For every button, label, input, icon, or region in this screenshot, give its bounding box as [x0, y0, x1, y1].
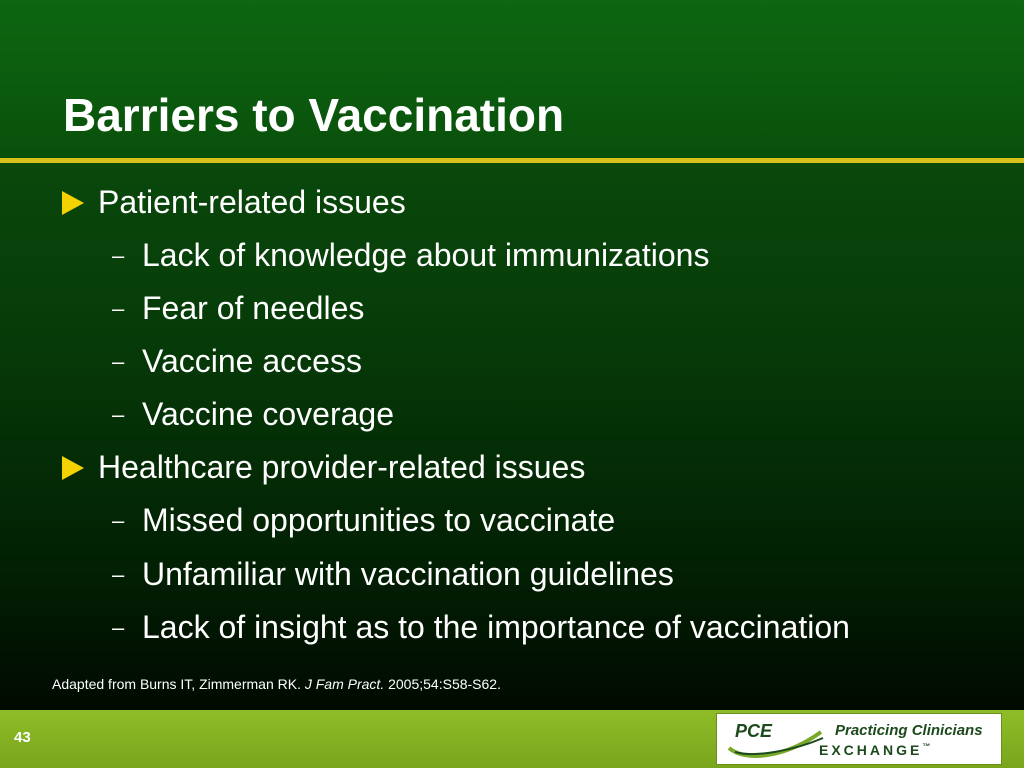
slide-title: Barriers to Vaccination	[63, 89, 565, 141]
sub-bullet-item	[112, 288, 364, 331]
logo-subtitle-text: EXCHANGE	[819, 742, 923, 758]
bullet-item	[62, 447, 585, 487]
sub-bullet-item	[112, 235, 709, 278]
citation	[52, 676, 501, 692]
bullet-text: Patient-related issues	[98, 184, 406, 220]
sub-bullet-item	[112, 554, 674, 597]
dash-bullet-icon: –	[112, 401, 125, 427]
bullet-text: Healthcare provider-related issues	[98, 449, 586, 485]
pce-logo	[716, 713, 1002, 765]
citation-details: 2005;54:S58-S62.	[388, 676, 501, 692]
sub-bullet-text: Unfamiliar with vaccination guidelines	[142, 556, 674, 592]
sub-bullet-text: Missed opportunities to vaccinate	[142, 502, 616, 538]
citation-journal: J Fam Pract.	[304, 676, 385, 692]
dash-bullet-icon: –	[112, 561, 125, 587]
sub-bullet-text: Lack of knowledge about immunizations	[142, 237, 710, 273]
logo-mark-text: PCE	[735, 721, 773, 741]
logo-title: Practicing Clinicians	[835, 722, 983, 739]
bullet-item	[62, 182, 406, 222]
triangle-bullet-icon	[62, 191, 84, 215]
sub-bullet-text: Lack of insight as to the importance of vaccination	[142, 609, 850, 645]
dash-bullet-icon: –	[112, 507, 125, 533]
dash-bullet-icon: –	[112, 348, 125, 374]
sub-bullet-text: Fear of needles	[142, 290, 365, 326]
sub-bullet-item	[112, 341, 362, 384]
footer-bar	[0, 710, 1024, 768]
logo-subtitle	[819, 742, 930, 758]
citation-authors: Adapted from Burns IT, Zimmerman RK.	[52, 676, 301, 692]
sub-bullet-text: Vaccine access	[142, 343, 362, 379]
sub-bullet-item	[112, 394, 394, 437]
sub-bullet-item	[112, 607, 850, 650]
sub-bullet-item	[112, 500, 615, 543]
dash-bullet-icon: –	[112, 614, 125, 640]
trademark-symbol: ™	[922, 742, 931, 751]
triangle-bullet-icon	[62, 456, 84, 480]
sub-bullet-text: Vaccine coverage	[142, 396, 394, 432]
page-number: 43	[14, 729, 31, 746]
dash-bullet-icon: –	[112, 242, 125, 268]
dash-bullet-icon: –	[112, 295, 125, 321]
title-divider	[0, 158, 1024, 163]
